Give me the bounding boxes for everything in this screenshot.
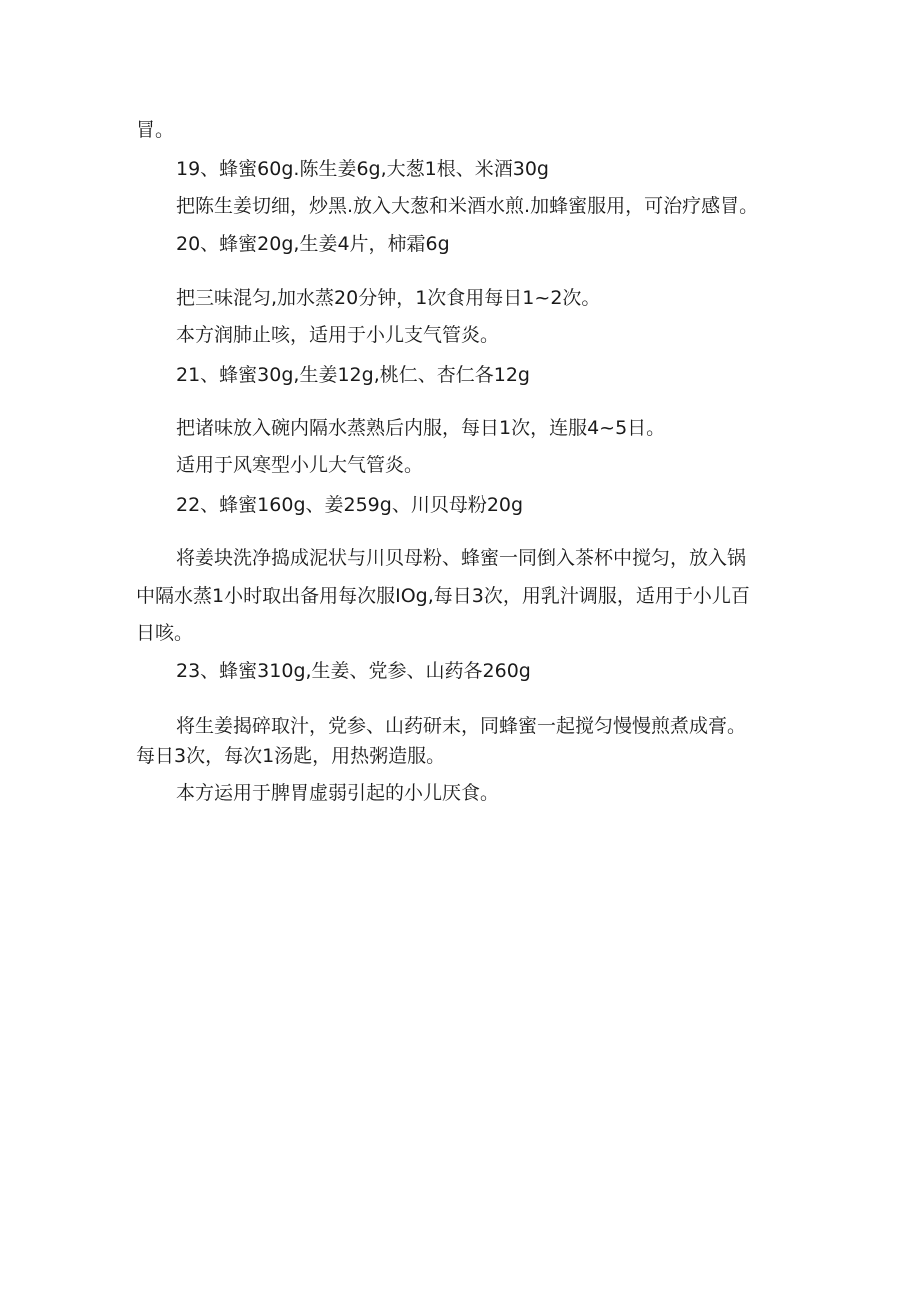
text-line: 把陈生姜切细，炒黑.放入大葱和米酒水煎.加蜂蜜服用，可治疗感冒。 bbox=[176, 195, 759, 217]
text-line: 每日3次，每次1汤匙，用热粥造服。 bbox=[136, 745, 446, 767]
text-line: 把三味混匀,加水蒸20分钟，1次食用每日1~2次。 bbox=[176, 287, 601, 309]
recipe-heading-21: 21、蜂蜜30g,生姜12g,桃仁、杏仁各12g bbox=[176, 364, 530, 386]
text-line: 本方润肺止咳，适用于小儿支气管炎。 bbox=[176, 324, 500, 346]
recipe-heading-23: 23、蜂蜜310g,生姜、党参、山药各260g bbox=[176, 660, 531, 682]
recipe-heading-22: 22、蜂蜜160g、姜259g、川贝母粉20g bbox=[176, 494, 524, 516]
text-line: 适用于风寒型小儿大气管炎。 bbox=[176, 454, 424, 476]
text-line: 中隔水蒸1小时取出备用每次服IOg,每日3次，用乳汁调服，适用于小儿百 bbox=[136, 585, 750, 607]
text-line: 本方运用于脾胃虚弱引起的小儿厌食。 bbox=[176, 782, 500, 804]
text-line: 将生姜揭碎取汁，党参、山药研末，同蜂蜜一起搅匀慢慢煎煮成膏。 bbox=[176, 715, 747, 737]
text-line: 将姜块洗净捣成泥状与川贝母粉、蜂蜜一同倒入茶杯中搅匀，放入锅 bbox=[176, 547, 747, 569]
recipe-heading-19: 19、蜂蜜60g.陈生姜6g,大葱1根、米酒30g bbox=[176, 158, 549, 180]
text-line: 冒。 bbox=[136, 119, 175, 141]
recipe-heading-20: 20、蜂蜜20g,生姜4片，柿霜6g bbox=[176, 233, 450, 255]
text-line: 把诸味放入碗内隔水蒸熟后内服，每日1次，连服4~5日。 bbox=[176, 417, 666, 439]
text-line: 日咳。 bbox=[136, 622, 194, 644]
